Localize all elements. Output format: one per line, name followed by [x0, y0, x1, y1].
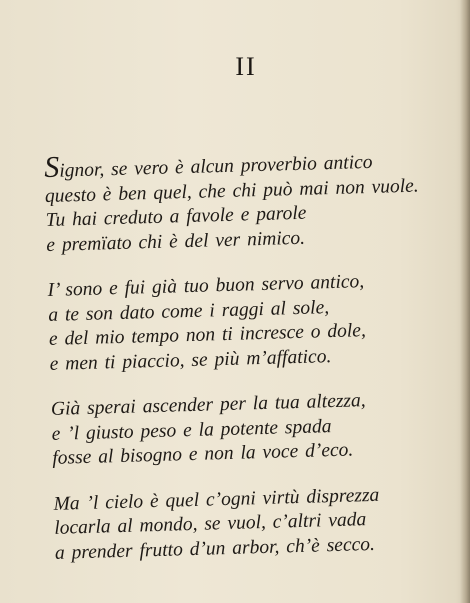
poem-line: e premïato chi è del ver nimico.: [46, 227, 306, 256]
stanza-3: [51, 386, 470, 471]
poem-line: a te son dato come i raggi al sole,: [48, 296, 330, 326]
poem-line: e men ti piaccio, se più m’affatico.: [49, 345, 332, 375]
poem-line: fosse al bisogno e non la voce d’eco.: [52, 439, 354, 469]
poem-line: e del mio tempo non ti incresce o dole,: [48, 320, 367, 350]
poem-line-text: ignor, se vero è alcun proverbio antico: [59, 151, 373, 182]
poem-number-heading: II: [235, 52, 257, 81]
stanza-4: [53, 480, 470, 565]
poem-line: Ma ’l cielo è quel c’ogni virtù disprezza: [53, 484, 380, 515]
poem-line: a prender frutto d’un arbor, ch’è secco.: [54, 533, 376, 564]
poem-line: locarla al mondo, se vuol, c’altri vada: [53, 509, 367, 539]
poem-line: questo è ben quel, che chi può mai non vuole.: [44, 175, 419, 207]
poem-line: e ’l giusto peso e la potente spada: [51, 415, 332, 445]
poem-line: I’ sono e fui già tuo buon servo antico,: [47, 271, 365, 301]
poem-line: Già sperai ascender per la tua altezza,: [50, 390, 366, 420]
drop-capital: S: [43, 150, 60, 184]
poem-line: Tu hai creduto a favole e parole: [45, 202, 307, 231]
poem-text: [44, 148, 470, 587]
stanza-2: [47, 267, 470, 377]
stanza-1: [44, 148, 470, 258]
